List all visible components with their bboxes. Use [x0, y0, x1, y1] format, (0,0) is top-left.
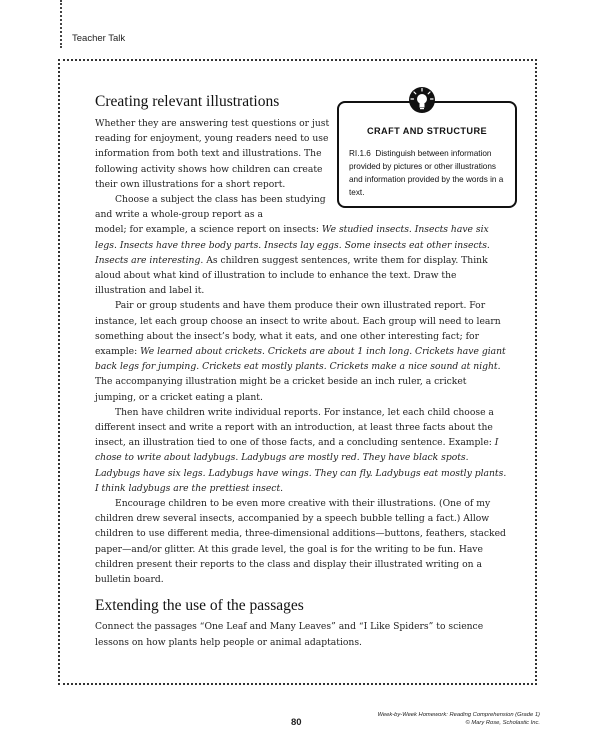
paragraph-individual-report: Then have children write individual reports. For instance, let each child choose a different insect and write a report with an introduction, at least three facts about the insect, an illustration tied to one of those facts, and a concluding sentence. Example: I chose to write about ladybugs. Ladybugs are mostly red. They have black spots. Ladybugs have six legs. Ladybugs have wings. They can fly. Ladybugs eat mostly plants. I think ladybugs are the prettiest insect. [95, 406, 507, 494]
callout-title: CRAFT AND STRUCTURE [366, 126, 488, 136]
example-ladybugs: I chose to write about ladybugs. Ladybugs are mostly red. They have black spots. Ladybugs have six legs. Ladybugs have wings. They can fly. Ladybugs eat mostly plants. I think ladybugs are the prettiest insect. [95, 437, 507, 494]
paragraph-lead: Choose a subject the class has been studying and write a whole-group report as a [95, 194, 326, 221]
paragraph-intro: Whether they are answering test questions or just reading for enjoyment, young readers need to use information from both text and illustrations. The following activity shows how children can create their own illustrations for a short report. [95, 118, 330, 190]
section-label: Teacher Talk [72, 33, 126, 44]
footer-credit [378, 711, 541, 727]
example-insects: We studied insects. Insects have six legs. Insects have three body parts. Insects lay eggs. Some insects eat other insects. Insects are interesting. [95, 224, 490, 266]
paragraph-group-report: Pair or group students and have them produce their own illustrated report. For instance, let each group choose an insect to write about. Each group will need to learn something about the insect’s body, what it eats, and one other interesting fact; for example: We learned about crickets. Crickets are about 1 inch long. Crickets have giant back legs for jumping. Crickets eat mostly plants. Crickets make a nice sound at night. The accompanying illustration might be a cricket beside an inch ruler, a cricket jumping, or a cricket eating a plant. [95, 300, 506, 403]
paragraph-creative: Encourage children to be even more creative with their illustrations. (One of my children drew several insects, accompanied by a speech bubble telling a fact.) Allow children to use different media, three-dimensional additions—buttons, feathers, stacked paper—and/or glitter. At this grade level, the goal is for the writing to be fun. Have children present their reports to the class and display their illustrated writing on a bulletin board. [95, 498, 506, 586]
section-heading-illustrations: Creating relevant illustrations [95, 93, 280, 110]
example-crickets: We learned about crickets. Crickets are about 1 inch long. Crickets have giant back legs for jumping. Crickets eat mostly plants. Crickets make a nice sound at night. [95, 346, 506, 373]
header-dotted-rule [60, 0, 62, 48]
callout-text: Distinguish between information provided by pictures or other illustrations and information provided by the words in a text. [349, 149, 504, 197]
book-title: Week-by-Week Homework: Reading Comprehension (Grade 1) [377, 712, 540, 718]
page-number: 80 [291, 717, 302, 728]
callout-code: RI.1.6 [349, 149, 371, 158]
paragraph-extending: Connect the passages “One Leaf and Many Leaves” and “I Like Spiders” to science lessons on how plants help people or animal adaptations. [95, 621, 484, 648]
section-heading-extending: Extending the use of the passages [95, 597, 304, 615]
copyright: © Mary Rose, Scholastic Inc. [465, 720, 540, 726]
paragraph-model-report: model; for example, a science report on insects: We studied insects. Insects have six legs. Insects have three body parts. Insects lay eggs. Some insects eat other insects. Insects are interesting. As children suggest sentences, write them for display. Think aloud about what kind of illustration to include to enhance the text. Draw the illustration and label it. [95, 224, 490, 297]
main-content [95, 92, 509, 650]
